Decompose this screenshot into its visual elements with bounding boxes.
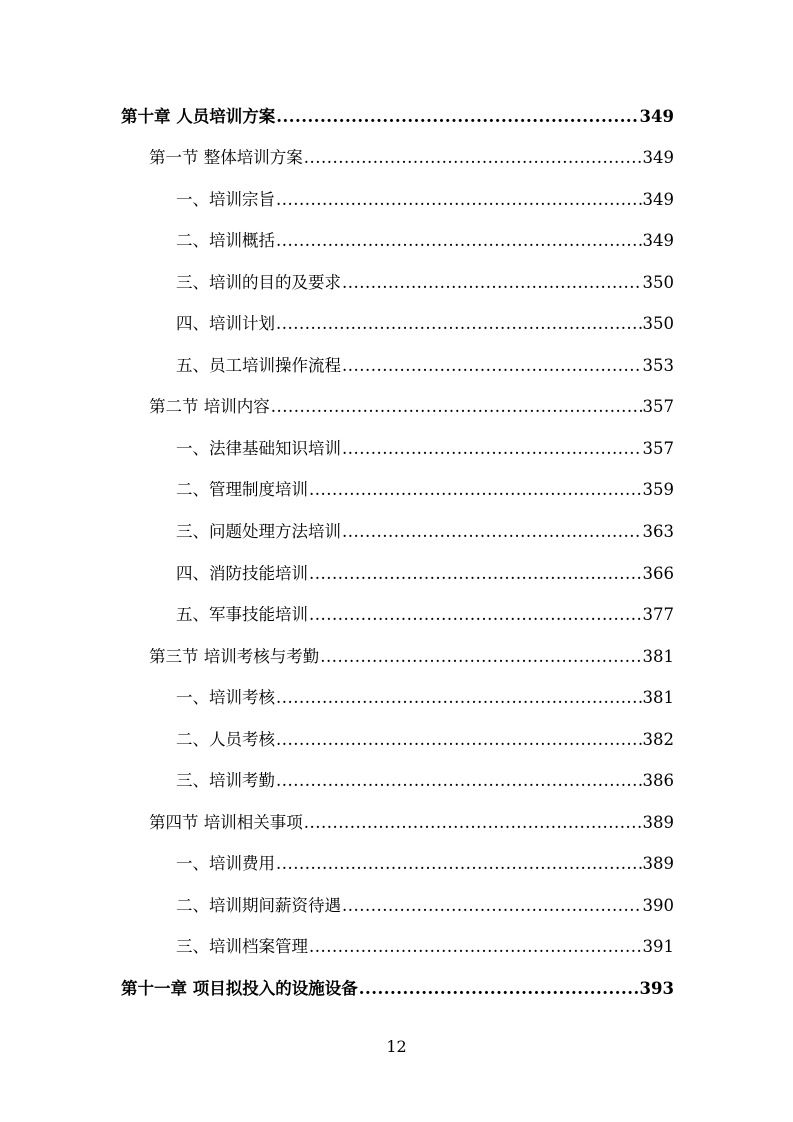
dot-leader: [342, 437, 642, 461]
toc-entry[interactable]: [149, 811, 674, 835]
dot-leader: [304, 811, 642, 835]
dot-leader: [276, 852, 642, 876]
dot-leader: [309, 935, 642, 959]
toc-entry[interactable]: [121, 105, 674, 129]
page-number: 12: [386, 1037, 407, 1056]
dot-leader: [309, 603, 642, 627]
toc-entry-page: 350: [642, 273, 674, 292]
toc-entry-page: 353: [642, 356, 674, 375]
dot-leader: [309, 478, 642, 502]
dot-leader: [276, 769, 642, 793]
toc-entry-page: 349: [642, 148, 674, 167]
toc-entry[interactable]: [176, 312, 674, 336]
toc-entry-page: 393: [639, 979, 674, 998]
toc-entry-title: 一、培训费用: [176, 854, 275, 873]
dot-leader: [276, 312, 642, 336]
toc-entry[interactable]: [176, 603, 674, 627]
toc-entry-page: 349: [642, 190, 674, 209]
toc-entry[interactable]: [176, 354, 674, 378]
toc-entry-title: 五、员工培训操作流程: [176, 356, 341, 375]
toc-entry[interactable]: [176, 728, 674, 752]
dot-leader: [276, 105, 638, 129]
dot-leader: [304, 146, 642, 170]
toc-entry-page: 377: [642, 605, 674, 624]
toc-entry-title: 一、培训宗旨: [176, 190, 275, 209]
toc-entry-page: 390: [642, 896, 674, 915]
toc-entry-title: 一、法律基础知识培训: [176, 439, 341, 458]
toc-entry[interactable]: [176, 188, 674, 212]
dot-leader: [276, 728, 642, 752]
toc-entry-page: 359: [642, 480, 674, 499]
toc-entry[interactable]: [176, 935, 674, 959]
dot-leader: [309, 562, 642, 586]
toc-entry-page: 350: [642, 314, 674, 333]
toc-entry-title: 二、人员考核: [176, 730, 275, 749]
toc-entry[interactable]: [176, 894, 674, 918]
dot-leader: [342, 271, 642, 295]
toc-entry-title: 第四节 培训相关事项: [149, 813, 303, 832]
toc-entry[interactable]: [176, 852, 674, 876]
toc-entry-title: 第十一章 项目拟投入的设施设备: [121, 979, 358, 998]
toc-entry-page: 349: [639, 107, 674, 126]
toc-entry[interactable]: [176, 769, 674, 793]
toc-entry[interactable]: [176, 686, 674, 710]
toc-entry[interactable]: [149, 645, 674, 669]
toc-entry-title: 第十章 人员培训方案: [121, 107, 276, 126]
dot-leader: [359, 977, 639, 1001]
toc-entry-page: 381: [642, 688, 674, 707]
toc-entry[interactable]: [149, 146, 674, 170]
dot-leader: [276, 229, 642, 253]
toc-entry-title: 四、消防技能培训: [176, 564, 308, 583]
dot-leader: [271, 395, 642, 419]
toc-entry-title: 第一节 整体培训方案: [149, 148, 303, 167]
toc-entry-title: 三、问题处理方法培训: [176, 522, 341, 541]
toc-entry-title: 四、培训计划: [176, 314, 275, 333]
toc-entry-title: 第三节 培训考核与考勤: [149, 647, 320, 666]
toc-entry-title: 三、培训的目的及要求: [176, 273, 341, 292]
toc-entry[interactable]: [176, 478, 674, 502]
toc-entry[interactable]: [176, 437, 674, 461]
dot-leader: [276, 188, 642, 212]
toc-entry-page: 389: [642, 813, 674, 832]
toc-entry-page: 381: [642, 647, 674, 666]
toc-entry-title: 三、培训考勤: [176, 771, 275, 790]
toc-entry[interactable]: [176, 562, 674, 586]
dot-leader: [276, 686, 642, 710]
toc-entry-title: 二、培训期间薪资待遇: [176, 896, 341, 915]
toc-entry-page: 357: [642, 439, 674, 458]
toc-entry-page: 386: [642, 771, 674, 790]
toc-entry-page: 357: [642, 397, 674, 416]
toc-entry[interactable]: [149, 395, 674, 419]
toc-entry[interactable]: [176, 229, 674, 253]
toc-entry-title: 第二节 培训内容: [149, 397, 270, 416]
toc-entry-title: 二、培训概括: [176, 231, 275, 250]
dot-leader: [320, 645, 641, 669]
toc-entry-page: 391: [642, 937, 674, 956]
toc-entry-title: 一、培训考核: [176, 688, 275, 707]
toc-entry-title: 二、管理制度培训: [176, 480, 308, 499]
toc-entry-title: 三、培训档案管理: [176, 937, 308, 956]
toc-entry-title: 五、军事技能培训: [176, 605, 308, 624]
dot-leader: [342, 354, 642, 378]
toc-entry-page: 349: [642, 231, 674, 250]
toc-entry-page: 363: [642, 522, 674, 541]
toc-entry-page: 382: [642, 730, 674, 749]
toc-entry-page: 389: [642, 854, 674, 873]
toc-entry[interactable]: [121, 977, 674, 1001]
dot-leader: [342, 520, 642, 544]
toc-entry[interactable]: [176, 271, 674, 295]
toc-entry[interactable]: [176, 520, 674, 544]
dot-leader: [342, 894, 642, 918]
toc-entry-page: 366: [642, 564, 674, 583]
